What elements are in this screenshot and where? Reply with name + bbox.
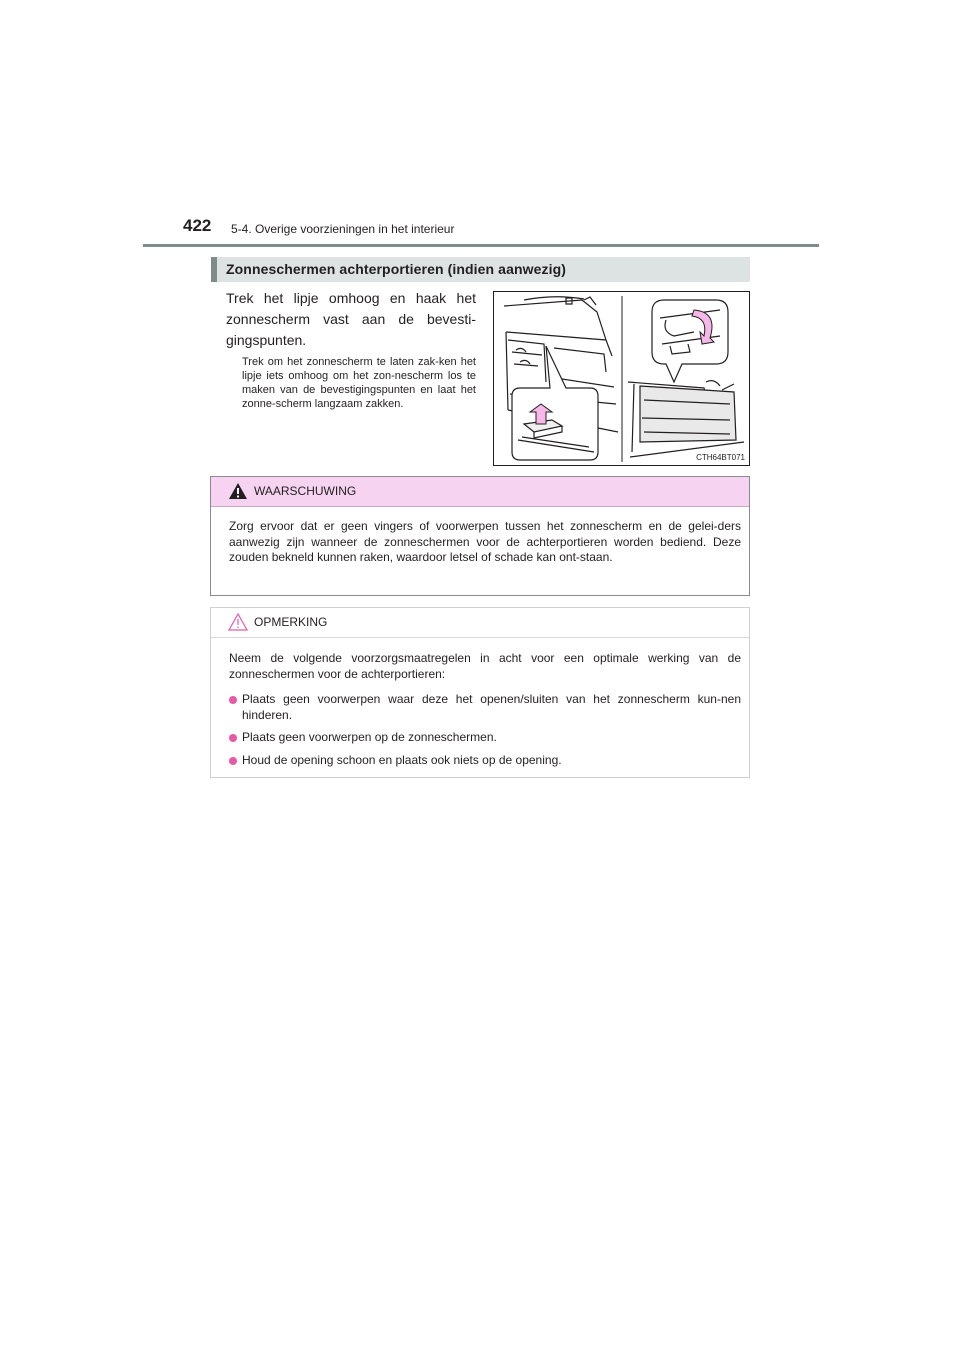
bullet-icon: [229, 696, 237, 704]
warning-box: [210, 476, 750, 596]
notice-header: [211, 608, 749, 638]
warning-triangle-icon: [228, 482, 248, 500]
list-item-text: Plaats geen voorwerpen op de zonneschermen.: [242, 730, 497, 744]
notice-intro: Neem de volgende voorzorgsmaatregelen in acht voor een optimale werking van de zonneschermen voor de achterportieren:: [229, 651, 741, 681]
section-marker: [211, 257, 217, 282]
section-title: Zonneschermen achterportieren (indien aanwezig): [226, 261, 566, 277]
page-number: 422: [183, 216, 212, 235]
instruction-sub: Trek om het zonnescherm te laten zak-ken het lipje iets omhoog om het zon-nescherm los te maken van de bevestigingspunten en laat het zonne-scherm langzaam zakken.: [242, 356, 476, 410]
notice-label: OPMERKING: [254, 615, 328, 629]
sunshade-illustration: [493, 291, 750, 466]
bullet-icon: [229, 757, 237, 765]
warning-label: WAARSCHUWING: [254, 484, 357, 498]
notice-list: [229, 692, 741, 775]
list-item: [229, 753, 741, 769]
instruction-main: Trek het lipje omhoog en haak het zonnescherm vast aan de bevesti-gingspunten.: [226, 290, 476, 348]
warning-header: [211, 477, 749, 507]
section-heading-bar: [211, 257, 750, 282]
bullet-icon: [229, 734, 237, 742]
list-item-text: Plaats geen voorwerpen waar deze het openen/sluiten van het zonnescherm kun-nen hinderen.: [242, 692, 741, 722]
notice-box: [210, 607, 750, 778]
caution-triangle-icon: [228, 613, 248, 631]
header-divider: [143, 244, 819, 247]
warning-text: Zorg ervoor dat er geen vingers of voorwerpen tussen het zonnescherm en de gelei-ders aanwezig zijn wanneer de zonneschermen voor de achterportieren worden bediend. Deze zouden bekneld kunnen raken, waardoor letsel of schade kan ont-staan.: [229, 519, 741, 564]
list-item-text: Houd de opening schoon en plaats ook niets op de opening.: [242, 752, 562, 767]
sunshade-drawing: [494, 292, 749, 465]
chapter-header: 5-4. Overige voorzieningen in het interieur: [231, 222, 455, 236]
list-item: [229, 730, 741, 746]
figure-code: CTH64BT071: [696, 453, 745, 462]
list-item: [229, 692, 741, 723]
